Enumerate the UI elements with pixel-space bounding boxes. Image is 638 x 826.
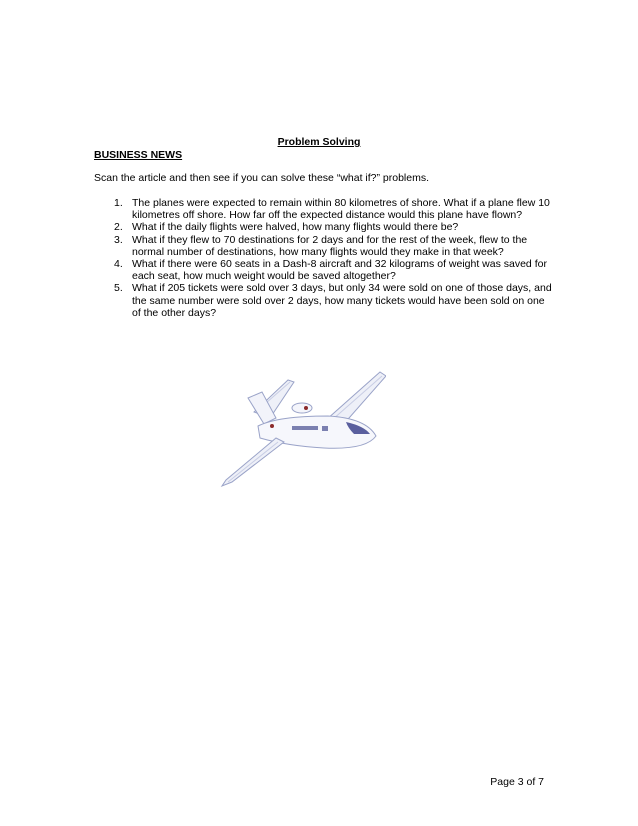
problem-text: What if there were 60 seats in a Dash-8 aircraft and 32 kilograms of weight was saved for each seat, how much weight would be saved altogether? [132,258,547,283]
airplane-icon [218,368,386,488]
problem-item [94,258,554,282]
problem-item [94,282,554,319]
page-title: Problem Solving [277,136,361,148]
problem-number: 3. [114,233,123,246]
problem-list [94,197,554,319]
problem-number: 2. [114,221,123,234]
page-number-footer: Page 3 of 7 [490,776,544,788]
intro-paragraph: Scan the article and then see if you can solve these “what if?” problems. [94,172,430,184]
problem-text: What if they flew to 70 destinations for 2 days and for the rest of the week, flew to the normal number of destinations, how many flights would they make in that week? [132,233,528,258]
problem-text: The planes were expected to remain within 80 kilometres of shore. What if a plane flew 10 kilometres off shore. How far off the expected distance would this plane have flown? [132,197,550,222]
problem-item [94,234,554,258]
problem-item [94,197,554,221]
problem-number: 4. [114,258,123,271]
problem-item [94,221,554,233]
problem-text: What if the daily flights were halved, how many flights would there be? [132,221,459,234]
problem-number: 5. [114,282,123,295]
problem-number: 1. [114,197,123,209]
section-heading: BUSINESS NEWS [94,149,183,161]
problem-text: What if 205 tickets were sold over 3 days, but only 34 were sold on one of those days, and the same number were sold over 2 days, how many tickets would have been sold on one of the other days? [132,282,552,319]
